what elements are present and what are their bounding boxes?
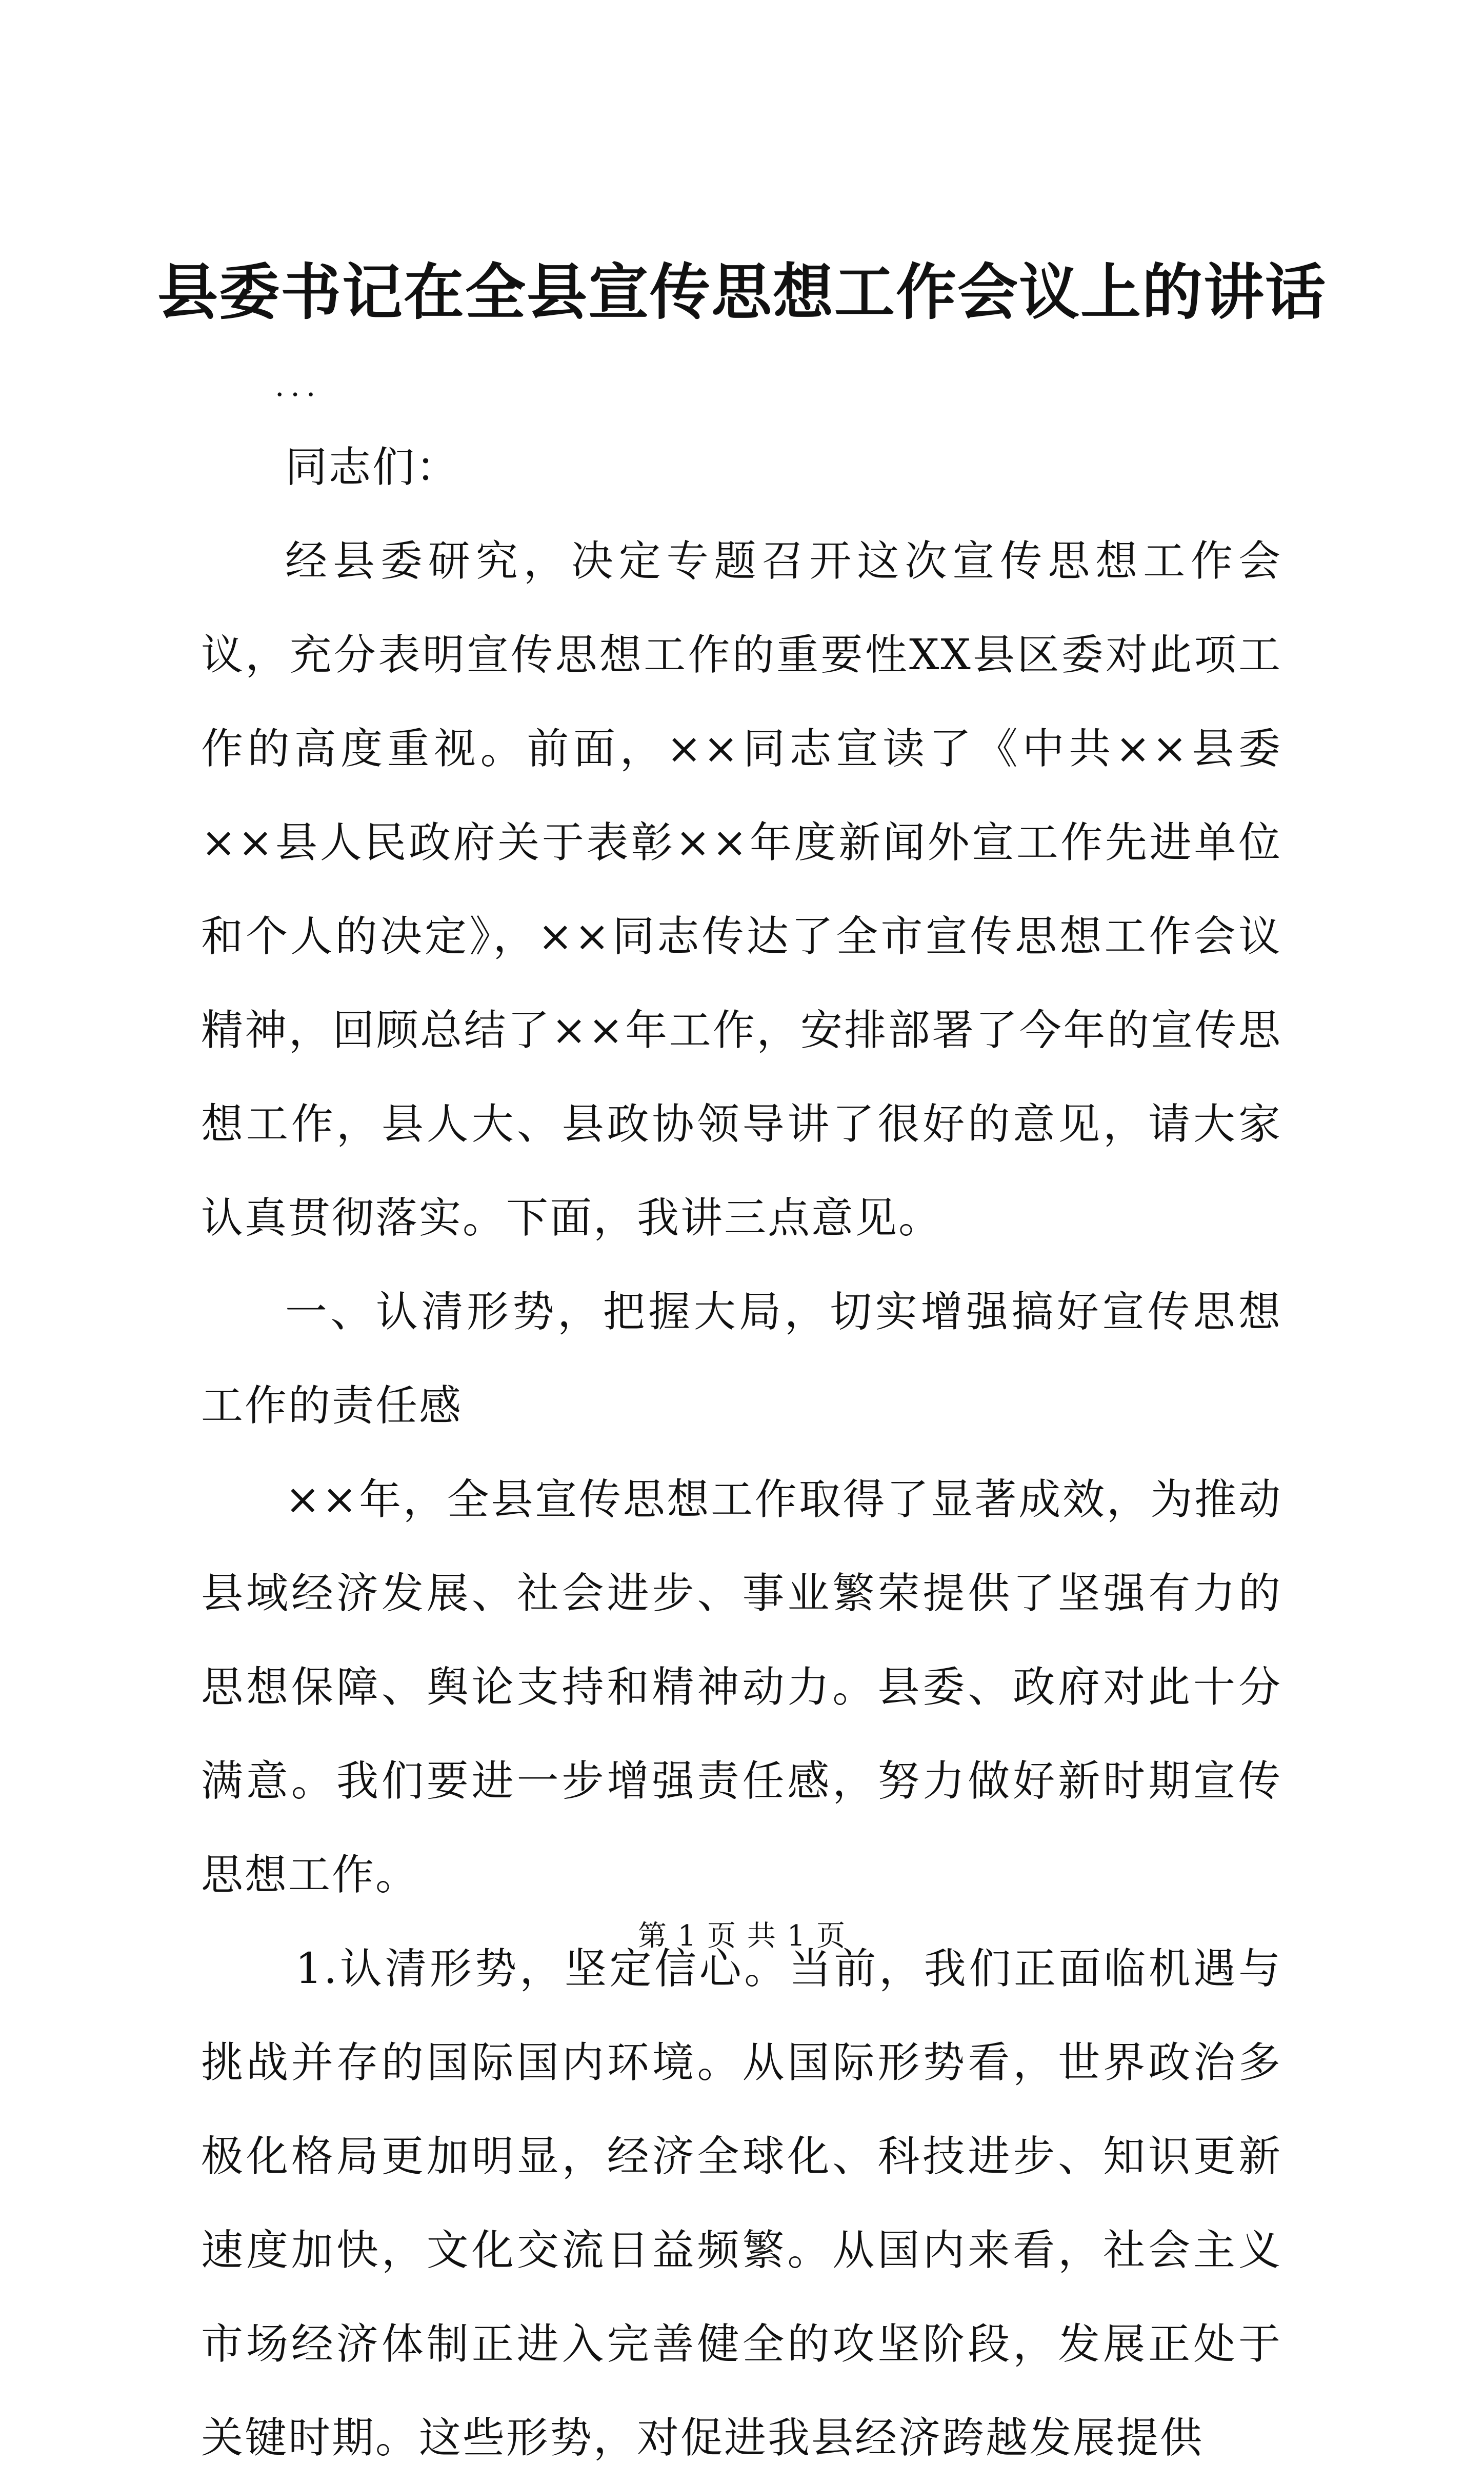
document-title: 县委书记在全县宣传思想工作会议上的讲话 [157, 256, 1327, 328]
body-paragraph-intro: 经县委研究，决定专题召开这次宣传思想工作会议，充分表明宣传思想工作的重要性XX县区委对此项工作的高度重视。前面，××同志宣读了《中共××县委××县人民政府关于表彰××年度新闻外宣工作先进单位和个人的决定》，××同志传达了全市宣传思想工作会议精神，回顾总结了××年工作，安排部署了今年的宣传思想工作，县人大、县政协领导讲了很好的意见，请大家认真贯彻落实。下面，我讲三点意见。 [201, 537, 1282, 1242]
body-paragraph-achievements: ××年，全县宣传思想工作取得了显著成效，为推动县域经济发展、社会进步、事业繁荣提供了坚强有力的思想保障、舆论支持和精神动力。县委、政府对此十分满意。我们要进一步增强责任感，努力做好新时期宣传思想工作。 [201, 1475, 1282, 1899]
ellipsis-mark: ... [275, 368, 322, 403]
document-body [201, 420, 1282, 2485]
body-paragraph-point-1: 1.认清形势，坚定信心。当前，我们正面临机遇与挑战并存的国际国内环境。从国际形势看，世界政治多极化格局更加明显，经济全球化、科技进步、知识更新速度加快，文化交流日益频繁。从国内来看，社会主义市场经济体制正进入完善健全的攻坚阶段，发展正处于关键时期。这些形势，对促进我县经济跨越发展提供 [201, 1945, 1282, 2462]
section-heading-1: 一、认清形势，把握大局，切实增强搞好宣传思想工作的责任感 [201, 1288, 1282, 1430]
salutation: 同志们： [285, 443, 460, 492]
page-footer: 第 1 页 共 1 页 [637, 1919, 847, 1953]
